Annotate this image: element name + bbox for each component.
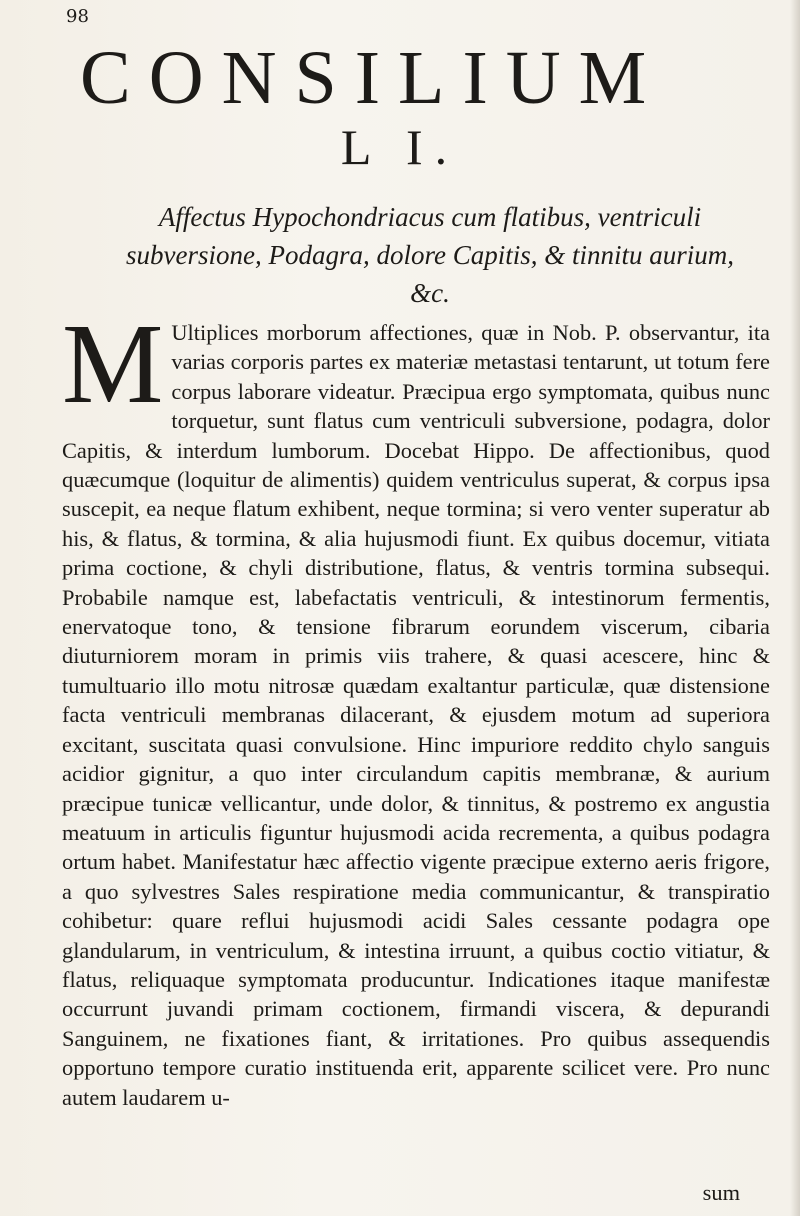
chapter-number: L I.	[340, 119, 460, 175]
body-text-block	[62, 300, 770, 1112]
body-paragraph: Ultiplices morborum affectiones, quæ in Nob. P. observantur, ita varias corporis partes ex materiæ metastasi tentarunt, ut totum fere corpus laborare videatur. Præcipua ergo symptomata, quibus nunc torquetur, sunt flatus cum ventriculi subversione, podagra, dolor Capitis, & interdum lumborum. Docebat Hippo. De affectionibus, quod quæcumque (loquitur de alimentis) quidem ventriculus superat, & corpus ipsa suscepit, ea neque flatum exhibent, neque tormina; si vero venter superatur ab his, & flatus, & tormina, & alia hujusmodi fiunt. Ex quibus docemur, vitiata prima coctione, & chyli distributione, flatus, & ventris tormina subsequi. Probabile namque est, labefactatis ventriculi, & intestinorum fermentis, enervatoque tono, & tensione fibrarum eorundem viscerum, cibaria diuturniorem moram in primis viis trahere, & quasi acescere, hinc & tumultuario illo motu nitrosæ quædam exaltantur particulæ, quæ distensione facta ventriculi membranas dilacerant, & ejusdem motum ad superiora excitant, suscitata quasi convulsione. Hinc impuriore reddito chylo sanguis acidior gignitur, a quo inter circulandum capitis membranæ, & aurium præcipue tunicæ vellicantur, unde dolor, & tinnitus, & postremo ex angustia meatuum in articulis figuntur hujusmodi acida recrementa, a quibus podagra ortum habet. Manifestatur hæc affectio vigente præcipue externo aeris frigore, a quo sylvestres Sales respiratione media communicantur, & transpiratio cohibetur: quare reflui hujusmodi acidi Sales cessante podagra ope glandularum, in ventriculum, & intestina irruunt, a quibus coctio vitiatur, & flatus, reliquaque symptomata producuntur. Indicationes itaque manifestæ occurrunt juvandi primam coctionem, firmandi viscera, & depurandi Sanguinem, ne fixationes fiant, & irritationes. Pro quibus assequendis opportuno tempore curatio instituenda erit, apparente scilicet vere. Pro nunc autem laudarem u-	[62, 320, 770, 1110]
catchword: sum	[702, 1180, 740, 1205]
page-title: CONSILIUM	[80, 36, 665, 120]
section-heading: Affectus Hypochondriacus cum flatibus, ventriculi subversione, Podagra, dolore Capitis, & tinnitu aurium, &c.	[125, 202, 734, 308]
page-number: 98	[66, 6, 89, 27]
page-edge-shadow	[790, 0, 800, 1216]
drop-cap: M	[62, 300, 164, 427]
